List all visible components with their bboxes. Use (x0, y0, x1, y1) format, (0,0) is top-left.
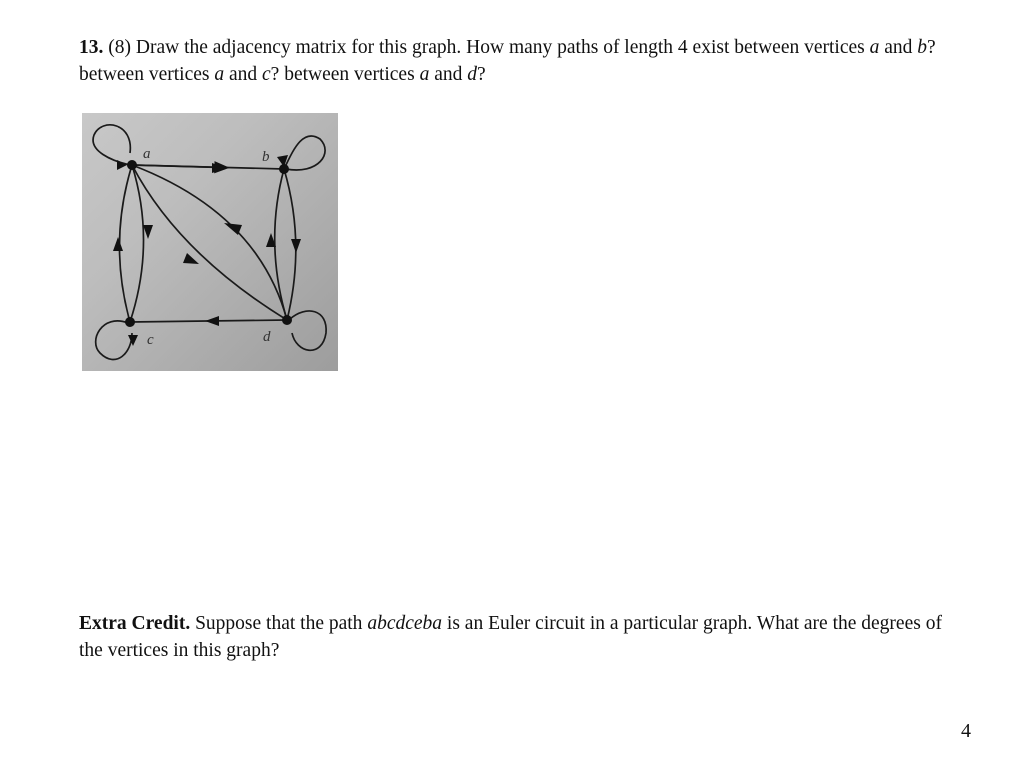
arrowhead (183, 253, 199, 264)
euler-path: abcdceba (367, 613, 443, 634)
graph-photo (82, 113, 338, 371)
vertex-ref: a (419, 64, 430, 85)
loop-d (290, 311, 326, 350)
question-text: ? between vertices (270, 64, 420, 85)
extra-credit-text: Suppose that the path (190, 613, 368, 634)
edge-d-b (275, 169, 287, 320)
loop-a (93, 125, 130, 165)
question-text: ? between vertices (79, 37, 936, 85)
arrowhead (212, 163, 226, 173)
edge-a-d (132, 165, 287, 320)
vertex-label-d: d (263, 329, 271, 345)
arrowhead (143, 225, 153, 239)
vertex-label-a: a (143, 146, 151, 162)
arrowhead (117, 160, 127, 170)
page-number: 4 (961, 720, 971, 742)
vertex-label-c: c (147, 332, 154, 348)
arrowhead (205, 316, 219, 326)
edge-a-c (130, 165, 144, 322)
question-text: ? (476, 64, 486, 85)
loop-c (96, 321, 132, 360)
extra-credit (79, 610, 959, 664)
loop-b (284, 136, 325, 170)
arrowhead (113, 237, 123, 251)
vertex-a (127, 160, 137, 170)
vertex-b (279, 164, 289, 174)
arrowhead (291, 239, 301, 253)
question-text: and (224, 64, 263, 85)
extra-credit-heading: Extra Credit. (79, 613, 191, 634)
extra-credit-text: is an Euler circuit in a particular graph. What are the degrees of the vertices in this graph? (79, 613, 942, 661)
edge-d-a (132, 165, 287, 320)
question-text: and (429, 64, 468, 85)
vertex-c (125, 317, 135, 327)
question-text: and (879, 37, 918, 58)
vertex-ref: b (917, 37, 928, 58)
edge-c-a (119, 165, 132, 322)
question-text: Draw the adjacency matrix for this graph. How many paths of length 4 exist between vertices (135, 37, 870, 58)
vertex-label-b: b (262, 149, 270, 165)
vertex-ref: a (869, 37, 880, 58)
vertex-ref: a (214, 64, 225, 85)
question-number: 13. (79, 37, 104, 58)
vertex-ref: c (262, 64, 271, 85)
vertex-d (282, 315, 292, 325)
vertex-ref: d (467, 64, 477, 85)
question-13 (79, 34, 959, 88)
question-points: (8) (108, 37, 131, 58)
directed-graph (82, 113, 338, 371)
